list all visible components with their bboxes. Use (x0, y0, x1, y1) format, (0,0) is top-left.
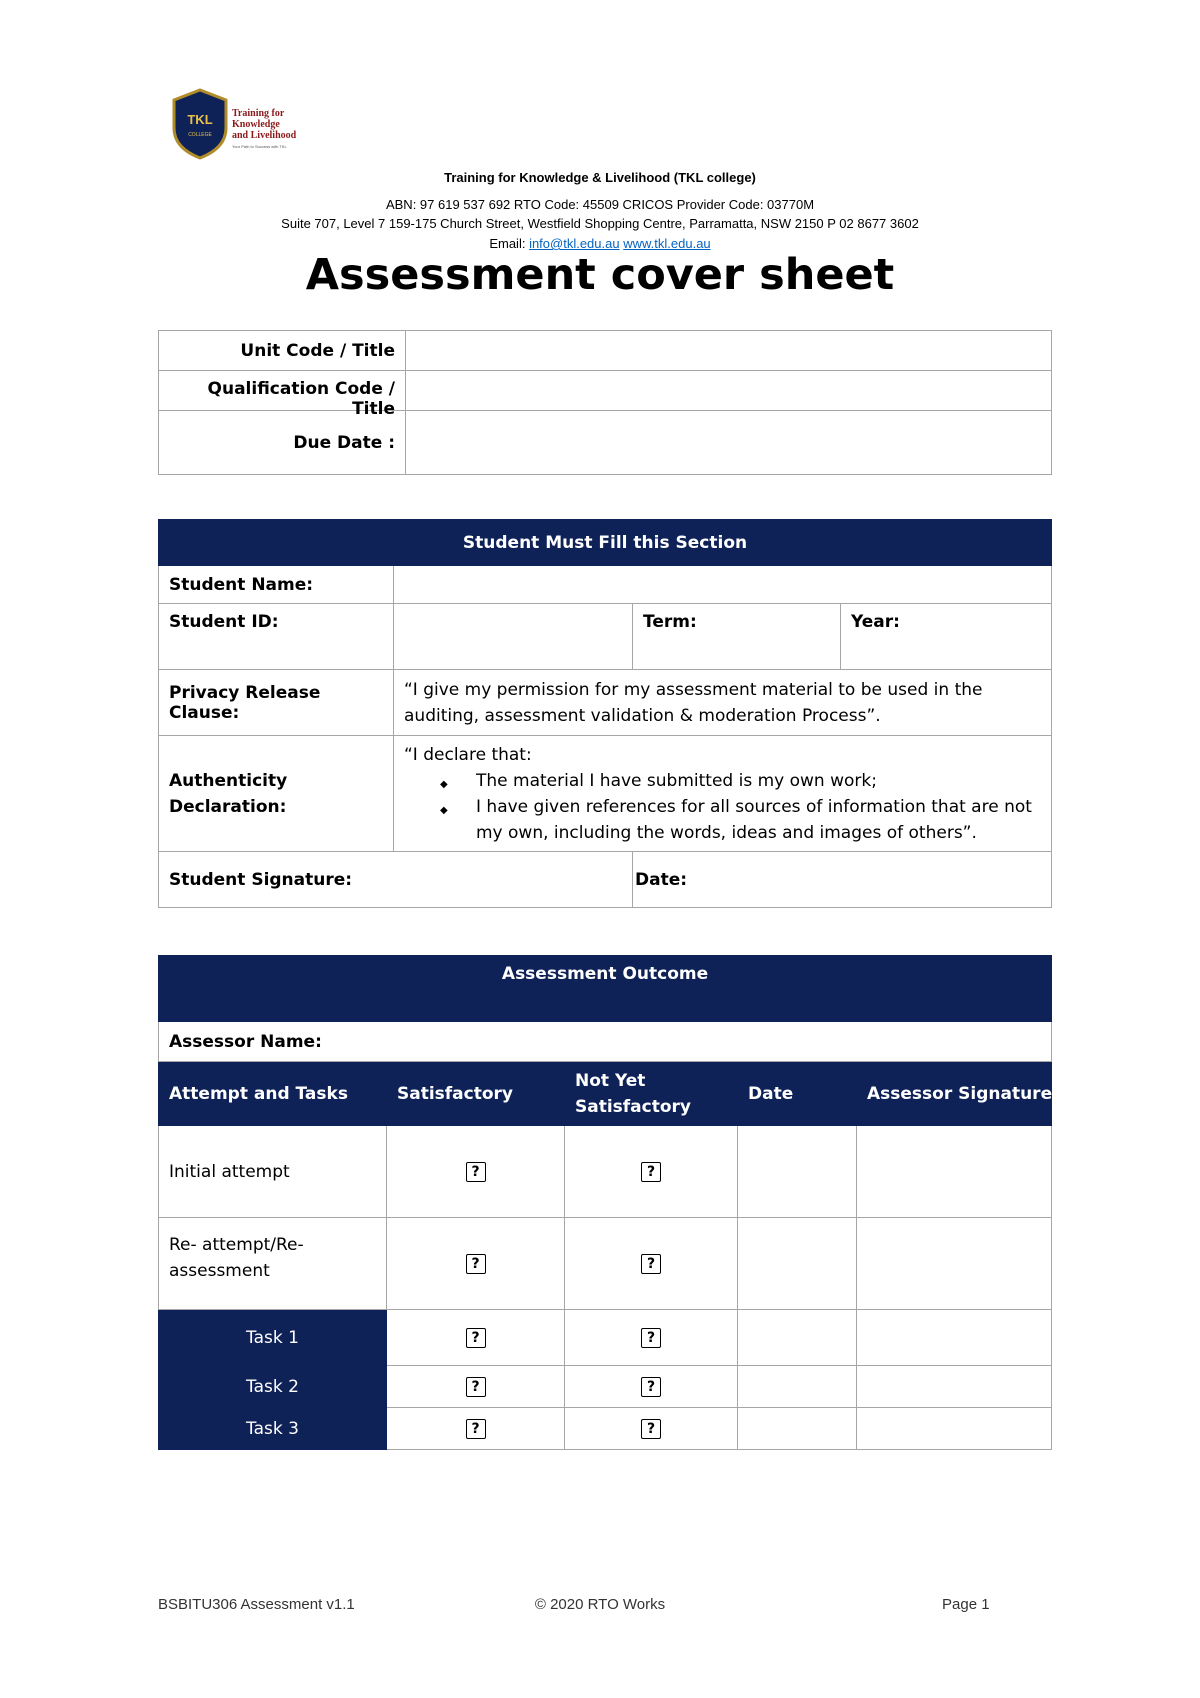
not-yet-satisfactory-checkbox[interactable]: ? (641, 1254, 661, 1274)
college-logo (172, 88, 302, 168)
org-name: Training for Knowledge & Livelihood (TKL college) (444, 170, 756, 185)
task-2-date-field[interactable] (738, 1366, 857, 1408)
svg-text:TKL: TKL (187, 112, 213, 127)
year-label: Year: (851, 612, 900, 632)
initial-date-field[interactable] (738, 1126, 857, 1218)
task-3-satisfactory-cell (387, 1408, 565, 1450)
not-yet-satisfactory-checkbox[interactable]: ? (641, 1162, 661, 1182)
satisfactory-checkbox[interactable]: ? (466, 1419, 486, 1439)
student-name-label: Student Name: (159, 566, 394, 604)
assessment-outcome-table (158, 955, 1052, 1450)
student-date-field[interactable] (633, 852, 1052, 908)
qualification-code-label (159, 371, 406, 419)
authenticity-declaration (394, 736, 1052, 852)
declaration-item: ◆ I have given references for all sources of information that are not my own, including the words, ideas and images of others”. (476, 794, 1041, 846)
task-1-signature-field[interactable] (857, 1310, 1052, 1366)
authenticity-label: Authenticity Declaration: (159, 736, 394, 852)
unit-code-field[interactable] (406, 331, 1052, 371)
initial-satisfactory-cell (387, 1126, 565, 1218)
student-id-field[interactable] (394, 604, 633, 670)
task-2-signature-field[interactable] (857, 1366, 1052, 1408)
authenticity-intro: “I declare that: (404, 744, 532, 765)
org-contact (0, 236, 1200, 251)
student-signature-label: Student Signature: (169, 869, 353, 890)
privacy-clause-text: “I give my permission for my assessment material to be used in the auditing, assessment validation & moderation Process”. (394, 670, 1052, 736)
outcome-section-heading: Assessment Outcome (159, 956, 1052, 1022)
reattempt-not-yet-cell (565, 1218, 738, 1310)
student-section-table (158, 519, 1052, 908)
student-name-field[interactable] (394, 566, 1052, 604)
col-header-satisfactory: Satisfactory (387, 1062, 565, 1126)
qualification-code-text: Qualification Code / Title (207, 379, 395, 419)
footer-document-id: BSBITU306 Assessment v1.1 (158, 1596, 355, 1613)
task-3-signature-field[interactable] (857, 1408, 1052, 1450)
task-3-not-yet-cell (565, 1408, 738, 1450)
due-date-field[interactable] (406, 411, 1052, 475)
reattempt-date-field[interactable] (738, 1218, 857, 1310)
page-title: Assessment cover sheet (305, 250, 895, 300)
col-header-not-yet-satisfactory: Not Yet Satisfactory (565, 1062, 738, 1126)
logo-tagline: Your Path to Success with TKL (232, 144, 287, 149)
task-2-satisfactory-cell (387, 1366, 565, 1408)
svg-text:COLLEGE: COLLEGE (188, 132, 212, 138)
student-date-label: Date: (635, 869, 688, 890)
satisfactory-checkbox[interactable]: ? (466, 1328, 486, 1348)
task-2-not-yet-cell (565, 1366, 738, 1408)
col-header-date: Date (738, 1062, 857, 1126)
initial-signature-field[interactable] (857, 1126, 1052, 1218)
task-1-label: Task 1 (159, 1310, 387, 1366)
org-codes: ABN: 97 619 537 692 RTO Code: 45509 CRICOS Provider Code: 03770M (385, 197, 815, 212)
email-label: Email: (489, 236, 530, 251)
footer-copyright: © 2020 RTO Works (534, 1596, 666, 1613)
col-header-attempt: Attempt and Tasks (159, 1062, 387, 1126)
student-signature-field[interactable] (159, 852, 633, 908)
website-link[interactable]: www.tkl.edu.au (623, 236, 711, 251)
org-address: Suite 707, Level 7 159-175 Church Street, Westfield Shopping Centre, Parramatta, NSW 2150 P 02 8677 3602 (281, 216, 919, 231)
not-yet-satisfactory-checkbox[interactable]: ? (641, 1377, 661, 1397)
row-label-reattempt: Re- attempt/Re-assessment (159, 1218, 387, 1310)
initial-not-yet-cell (565, 1126, 738, 1218)
reattempt-satisfactory-cell (387, 1218, 565, 1310)
year-field[interactable] (841, 604, 1052, 670)
task-3-date-field[interactable] (738, 1408, 857, 1450)
reattempt-signature-field[interactable] (857, 1218, 1052, 1310)
task-1-not-yet-cell (565, 1310, 738, 1366)
assessor-name-label: Assessor Name: (169, 1031, 322, 1052)
satisfactory-checkbox[interactable]: ? (466, 1162, 486, 1182)
task-2-label: Task 2 (159, 1366, 387, 1408)
footer-page-number: Page 1 (942, 1596, 990, 1613)
student-section-heading: Student Must Fill this Section (159, 520, 1052, 566)
student-id-label: Student ID: (159, 604, 394, 670)
unit-details-table (158, 330, 1052, 475)
row-label-initial-attempt: Initial attempt (159, 1126, 387, 1218)
satisfactory-checkbox[interactable]: ? (466, 1377, 486, 1397)
declaration-item: ◆ The material I have submitted is my own work; (476, 768, 1041, 794)
term-label: Term: (643, 612, 697, 632)
unit-code-label: Unit Code / Title (159, 331, 406, 371)
term-field[interactable] (633, 604, 841, 670)
task-1-date-field[interactable] (738, 1310, 857, 1366)
email-link[interactable]: info@tkl.edu.au (529, 236, 620, 251)
logo-wordmark: Training for Knowledge and Livelihood (232, 108, 297, 141)
task-1-satisfactory-cell (387, 1310, 565, 1366)
not-yet-satisfactory-checkbox[interactable]: ? (641, 1328, 661, 1348)
privacy-clause-label: Privacy Release Clause: (159, 670, 394, 736)
qualification-code-field[interactable] (406, 371, 1052, 411)
not-yet-satisfactory-checkbox[interactable]: ? (641, 1419, 661, 1439)
assessor-name-field[interactable] (159, 1022, 1052, 1062)
satisfactory-checkbox[interactable]: ? (466, 1254, 486, 1274)
shield-icon (172, 88, 228, 160)
task-3-label: Task 3 (159, 1408, 387, 1450)
col-header-assessor-signature: Assessor Signature (857, 1062, 1052, 1126)
due-date-label: Due Date : (159, 411, 406, 475)
